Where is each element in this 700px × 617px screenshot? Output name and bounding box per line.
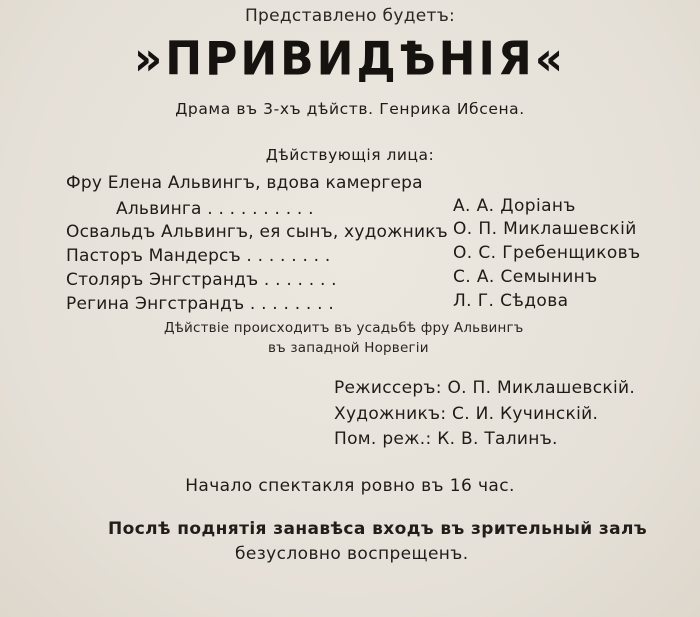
- cast-role-name: Пасторъ Мандерсъ . . . . . . . .: [66, 246, 331, 266]
- play-title: »ПРИВИДѢНІЯ«: [133, 32, 567, 87]
- play-subtitle: Драма въ 3-хъ дѣйств. Генрика Ибсена.: [175, 100, 525, 118]
- intro-line: Представлено будетъ:: [244, 6, 456, 26]
- cast-role-name: Освальдъ Альвингъ, ея сынъ, художникъ: [66, 222, 448, 242]
- performance-start-time: Начало спектакля ровно въ 16 час.: [185, 476, 515, 496]
- cast-role-actor: С. А. Семынинъ: [453, 267, 598, 287]
- cast-role-name: Альвинга . . . . . . . . . .: [116, 199, 314, 219]
- cast-heading: Дѣйствующія лица:: [265, 146, 435, 164]
- cast-role-name: Фру Елена Альвингъ, вдова камергера: [66, 173, 423, 193]
- cast-role-actor: А. А. Доріанъ: [453, 196, 576, 216]
- setting-note-line-2: въ западной Норвегіи: [268, 340, 429, 356]
- cast-role-actor: О. С. Гребенщиковъ: [453, 243, 641, 263]
- cast-role-actor: О. П. Миклашевскій: [453, 219, 637, 239]
- crew-director: Режиссеръ: О. П. Миклашевскій.: [334, 378, 636, 398]
- cast-role-name: Столяръ Энгстрандъ . . . . . . .: [66, 270, 337, 290]
- crew-assistant-director: Пом. реж.: К. В. Талинъ.: [334, 429, 558, 449]
- crew-designer: Художникъ: С. И. Кучинскій.: [334, 404, 599, 424]
- late-entry-warning-line-2: безусловно воспрещенъ.: [235, 544, 469, 564]
- setting-note-line-1: Дѣйствіе происходитъ въ усадьбѣ фру Альвингъ: [164, 320, 524, 336]
- cast-role-actor: Л. Г. Сѣдова: [453, 291, 569, 311]
- late-entry-warning-line-1: Послѣ поднятія занавѣса входъ въ зрительный залъ: [108, 519, 648, 539]
- cast-role-name: Регина Энгстрандъ . . . . . . . .: [66, 294, 334, 314]
